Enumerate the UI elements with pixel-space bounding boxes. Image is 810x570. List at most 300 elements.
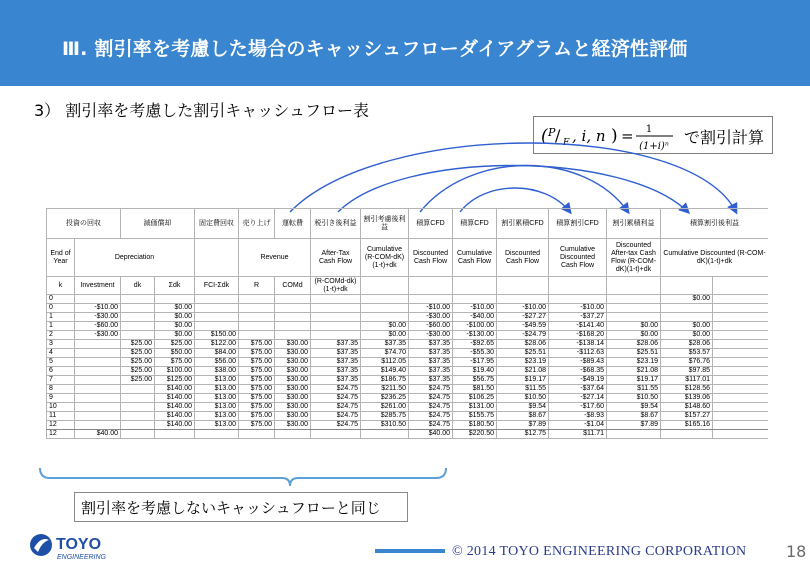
table-cell: $100.00 bbox=[155, 367, 195, 376]
table-cell bbox=[275, 322, 311, 331]
table-cell: $30.00 bbox=[275, 349, 311, 358]
table-cell: $0.00 bbox=[155, 331, 195, 340]
th-sym-formula: (R-COMd-dk)(1-t)+dk bbox=[311, 277, 361, 295]
table-cell: $11.55 bbox=[497, 385, 549, 394]
svg-text:F: F bbox=[563, 138, 570, 148]
table-cell bbox=[239, 295, 275, 304]
table-cell bbox=[155, 430, 195, 439]
svg-text:TOYO: TOYO bbox=[56, 536, 102, 553]
table-row bbox=[47, 367, 769, 376]
table-cell: $165.16 bbox=[661, 421, 713, 430]
table-cell: $11.71 bbox=[549, 430, 607, 439]
table-cell: $140.00 bbox=[155, 421, 195, 430]
table-cell bbox=[713, 403, 769, 412]
table-cell: $0.00 bbox=[661, 322, 713, 331]
table-cell: $140.00 bbox=[155, 385, 195, 394]
table-cell bbox=[311, 304, 361, 313]
table-cell: $28.06 bbox=[607, 340, 661, 349]
table-cell bbox=[239, 304, 275, 313]
table-cell bbox=[713, 430, 769, 439]
table-cell: $76.76 bbox=[661, 358, 713, 367]
table-cell: $30.00 bbox=[275, 385, 311, 394]
table-cell: $122.00 bbox=[195, 340, 239, 349]
table-cell: -$92.65 bbox=[453, 340, 497, 349]
table-cell: $97.85 bbox=[661, 367, 713, 376]
table-cell: $74.70 bbox=[361, 349, 409, 358]
table-cell: $12.75 bbox=[497, 430, 549, 439]
table-cell: -$10.00 bbox=[75, 304, 121, 313]
table-cell bbox=[361, 295, 409, 304]
year-cell: 7 bbox=[47, 376, 75, 385]
table-cell bbox=[121, 313, 155, 322]
th-after-tax-profit: 税引き後利益 bbox=[311, 209, 361, 239]
table-cell bbox=[497, 295, 549, 304]
table-cell bbox=[275, 331, 311, 340]
arrow-profit-to-discounted bbox=[338, 166, 688, 213]
th-discounted-cumulative-profit: 割引累積利益 bbox=[607, 209, 661, 239]
table-cell: $40.00 bbox=[409, 430, 453, 439]
table-cell: $220.50 bbox=[453, 430, 497, 439]
table-cell: $28.06 bbox=[497, 340, 549, 349]
table-row bbox=[47, 322, 769, 331]
table-cell: -$1.04 bbox=[549, 421, 607, 430]
table-cell bbox=[121, 394, 155, 403]
table-cell bbox=[195, 313, 239, 322]
table-cell: $21.08 bbox=[607, 367, 661, 376]
table-cell: $186.75 bbox=[361, 376, 409, 385]
table-cell bbox=[713, 304, 769, 313]
table-cell: $56.00 bbox=[195, 358, 239, 367]
table-cell bbox=[121, 412, 155, 421]
table-cell: $13.00 bbox=[195, 421, 239, 430]
table-cell: $11.55 bbox=[607, 385, 661, 394]
table-cell bbox=[713, 367, 769, 376]
year-cell: 1 bbox=[47, 313, 75, 322]
th-sales: 売り上げ bbox=[239, 209, 275, 239]
table-cell bbox=[195, 430, 239, 439]
table-cell: $285.75 bbox=[361, 412, 409, 421]
table-cell: $81.50 bbox=[453, 385, 497, 394]
th-cumulative-discounted-cash-flow: Cumulative Discounted Cash Flow bbox=[549, 239, 607, 277]
svg-text:P: P bbox=[548, 126, 556, 139]
table-row bbox=[47, 385, 769, 394]
table-cell: $37.35 bbox=[409, 358, 453, 367]
table-cell: -$30.00 bbox=[409, 313, 453, 322]
table-cell: $13.00 bbox=[195, 412, 239, 421]
table-cell: -$30.00 bbox=[75, 331, 121, 340]
table-cell: $310.50 bbox=[361, 421, 409, 430]
year-cell: 0 bbox=[47, 295, 75, 304]
table-cell: $25.51 bbox=[497, 349, 549, 358]
page-title: Ⅲ. 割引率を考慮した場合のキャッシュフローダイアグラムと経済性評価 bbox=[62, 38, 688, 60]
year-cell: 0 bbox=[47, 304, 75, 313]
table-cell bbox=[121, 295, 155, 304]
table-cell: $38.00 bbox=[195, 367, 239, 376]
table-cell: $236.25 bbox=[361, 394, 409, 403]
table-cell: $37.35 bbox=[361, 340, 409, 349]
table-cell: -$168.20 bbox=[549, 331, 607, 340]
th-blank-1 bbox=[195, 239, 239, 277]
table-cell: $0.00 bbox=[607, 331, 661, 340]
table-cell: $37.35 bbox=[409, 367, 453, 376]
th-depreciation-jp: 減価償却 bbox=[121, 209, 195, 239]
table-row bbox=[47, 331, 769, 340]
th-discounted-after-tax: Discounted After-tax Cash Flow (R-COM-dK)(1-t)+dk bbox=[607, 239, 661, 277]
th-fixed-recovery: 固定費回収 bbox=[195, 209, 239, 239]
th-sym-dk: dk bbox=[121, 277, 155, 295]
table-cell: $117.01 bbox=[661, 376, 713, 385]
table-cell bbox=[239, 322, 275, 331]
table-cell: $37.35 bbox=[311, 358, 361, 367]
table-cell: -$49.19 bbox=[549, 376, 607, 385]
table-cell bbox=[661, 304, 713, 313]
table-cell bbox=[713, 331, 769, 340]
table-cell: $0.00 bbox=[155, 322, 195, 331]
discount-formula bbox=[539, 119, 677, 153]
th-revenue: Revenue bbox=[239, 239, 311, 277]
table-cell: $0.00 bbox=[661, 295, 713, 304]
table-cell bbox=[453, 295, 497, 304]
svg-text:/: / bbox=[555, 126, 561, 145]
year-cell: 11 bbox=[47, 412, 75, 421]
table-cell bbox=[75, 295, 121, 304]
table-cell bbox=[311, 331, 361, 340]
table-cell: $149.40 bbox=[361, 367, 409, 376]
th-discounted-cash-flow-b: Discounted Cash Flow bbox=[497, 239, 549, 277]
th-depreciation: Depreciation bbox=[75, 239, 195, 277]
table-cell bbox=[549, 295, 607, 304]
th-investment-recovery: 投資の回収 bbox=[47, 209, 121, 239]
table-cell bbox=[275, 430, 311, 439]
th-discount-profit: 割引考慮後利益 bbox=[361, 209, 409, 239]
table-cell: $140.00 bbox=[155, 403, 195, 412]
table-cell: $24.75 bbox=[409, 421, 453, 430]
table-cell: $155.75 bbox=[453, 412, 497, 421]
table-cell: -$10.00 bbox=[409, 304, 453, 313]
table-cell: $0.00 bbox=[155, 313, 195, 322]
table-cell: $30.00 bbox=[275, 421, 311, 430]
table-cell bbox=[713, 385, 769, 394]
table-cell: -$27.27 bbox=[497, 313, 549, 322]
section-subtitle: 3） 割引率を考慮した割引キャッシュフロー表 bbox=[34, 101, 369, 120]
table-cell bbox=[239, 331, 275, 340]
th-end-of-year: End of Year bbox=[47, 239, 75, 277]
table-cell: $9.54 bbox=[607, 403, 661, 412]
svg-text:): ) bbox=[611, 126, 618, 146]
table-cell: $0.00 bbox=[155, 304, 195, 313]
bracket-brace bbox=[40, 468, 446, 486]
table-cell: $24.75 bbox=[311, 385, 361, 394]
table-cell: $106.25 bbox=[453, 394, 497, 403]
table-cell: $37.35 bbox=[311, 367, 361, 376]
table-cell: $25.00 bbox=[121, 367, 155, 376]
table-row bbox=[47, 430, 769, 439]
table-cell: $25.00 bbox=[155, 340, 195, 349]
th-cumulative-cfd-1: 積算CFD bbox=[409, 209, 453, 239]
year-cell: 6 bbox=[47, 367, 75, 376]
th-sym-comd: COMd bbox=[275, 277, 311, 295]
th-operating-cost: 運転費 bbox=[275, 209, 311, 239]
table-cell: $131.00 bbox=[453, 403, 497, 412]
year-cell: 8 bbox=[47, 385, 75, 394]
table-cell bbox=[275, 304, 311, 313]
table-cell: $75.00 bbox=[239, 340, 275, 349]
table-cell: $37.35 bbox=[311, 340, 361, 349]
toyo-logo bbox=[28, 530, 114, 564]
table-cell bbox=[239, 313, 275, 322]
year-cell: 3 bbox=[47, 340, 75, 349]
arrow-cumulative-to-discounted bbox=[420, 166, 628, 213]
table-cell bbox=[713, 394, 769, 403]
year-cell: 12 bbox=[47, 430, 75, 439]
table-cell: $30.00 bbox=[275, 412, 311, 421]
table-cell bbox=[713, 295, 769, 304]
table-cell bbox=[713, 412, 769, 421]
copyright-text: © 2014 TOYO ENGINEERING CORPORATION bbox=[452, 544, 747, 559]
table-cell bbox=[121, 430, 155, 439]
table-cell bbox=[75, 358, 121, 367]
table-cell: -$60.00 bbox=[75, 322, 121, 331]
table-cell bbox=[121, 385, 155, 394]
table-cell: $24.75 bbox=[311, 403, 361, 412]
table-cell: $30.00 bbox=[275, 358, 311, 367]
table-cell bbox=[75, 412, 121, 421]
table-cell bbox=[121, 304, 155, 313]
year-cell: 10 bbox=[47, 403, 75, 412]
table-cell bbox=[607, 304, 661, 313]
table-row bbox=[47, 304, 769, 313]
table-cell: $19.17 bbox=[607, 376, 661, 385]
table-cell: $24.75 bbox=[311, 412, 361, 421]
table-cell bbox=[75, 349, 121, 358]
year-cell: 5 bbox=[47, 358, 75, 367]
table-cell: $24.75 bbox=[409, 412, 453, 421]
th-sym-k: k bbox=[47, 277, 75, 295]
table-cell: $112.05 bbox=[361, 358, 409, 367]
table-cell: $56.75 bbox=[453, 376, 497, 385]
table-cell bbox=[713, 313, 769, 322]
year-cell: 1 bbox=[47, 322, 75, 331]
table-cell bbox=[607, 313, 661, 322]
table-cell: $157.27 bbox=[661, 412, 713, 421]
table-cell: $13.00 bbox=[195, 385, 239, 394]
svg-text:, i, n: , i, n bbox=[572, 127, 606, 145]
table-cell: $30.00 bbox=[275, 340, 311, 349]
table-cell: $75.00 bbox=[239, 385, 275, 394]
table-cell: $125.00 bbox=[155, 376, 195, 385]
header-banner bbox=[0, 0, 810, 86]
table-cell bbox=[713, 376, 769, 385]
table-row bbox=[47, 394, 769, 403]
table-cell: -$60.00 bbox=[409, 322, 453, 331]
th-discounted-cumulative-cfd: 割引累積CFD bbox=[497, 209, 549, 239]
table-cell bbox=[195, 304, 239, 313]
table-cell: -$40.00 bbox=[453, 313, 497, 322]
table-cell bbox=[195, 295, 239, 304]
table-cell: $75.00 bbox=[155, 358, 195, 367]
th-discounted-cash-flow-a: Discounted Cash Flow bbox=[409, 239, 453, 277]
table-cell: $75.00 bbox=[239, 412, 275, 421]
table-row bbox=[47, 412, 769, 421]
table-cell: $50.00 bbox=[155, 349, 195, 358]
table-cell: -$37.27 bbox=[549, 313, 607, 322]
table-cell: $23.19 bbox=[497, 358, 549, 367]
table-cell: $13.00 bbox=[195, 376, 239, 385]
table-cell: -$37.64 bbox=[549, 385, 607, 394]
table-cell: $37.35 bbox=[311, 349, 361, 358]
table-cell: $75.00 bbox=[239, 376, 275, 385]
table-cell bbox=[75, 340, 121, 349]
table-cell: $19.40 bbox=[453, 367, 497, 376]
table-cell bbox=[661, 430, 713, 439]
table-row bbox=[47, 295, 769, 304]
table-cell: $10.50 bbox=[497, 394, 549, 403]
table-cell bbox=[311, 322, 361, 331]
table-cell bbox=[607, 430, 661, 439]
table-cell: $23.19 bbox=[607, 358, 661, 367]
table-cell bbox=[75, 403, 121, 412]
table-cell bbox=[121, 322, 155, 331]
th-sym-r: R bbox=[239, 277, 275, 295]
table-cell: $21.08 bbox=[497, 367, 549, 376]
table-row bbox=[47, 313, 769, 322]
th-sym-sum-dk: Σdk bbox=[155, 277, 195, 295]
table-cell: $10.50 bbox=[607, 394, 661, 403]
table-cell bbox=[275, 295, 311, 304]
table-cell: $24.75 bbox=[311, 394, 361, 403]
svg-text:ENGINEERING: ENGINEERING bbox=[57, 554, 107, 561]
table-cell: -$10.00 bbox=[453, 304, 497, 313]
table-cell: -$89.43 bbox=[549, 358, 607, 367]
discount-formula-box bbox=[533, 116, 773, 154]
table-cell: -$17.60 bbox=[549, 403, 607, 412]
table-cell: $37.35 bbox=[409, 349, 453, 358]
table-cell: -$68.35 bbox=[549, 367, 607, 376]
table-cell bbox=[75, 376, 121, 385]
table-cell: $75.00 bbox=[239, 367, 275, 376]
year-cell: 4 bbox=[47, 349, 75, 358]
table-cell bbox=[361, 430, 409, 439]
discounted-cashflow-table-wrap bbox=[46, 208, 768, 464]
table-cell: $37.35 bbox=[311, 376, 361, 385]
note-same-as-undiscounted: 割引率を考慮しないキャッシュフローと同じ bbox=[74, 492, 408, 522]
table-cell: -$30.00 bbox=[409, 331, 453, 340]
table-cell bbox=[361, 304, 409, 313]
th-after-tax-cash-flow: After-Tax Cash Flow bbox=[311, 239, 361, 277]
table-cell bbox=[155, 295, 195, 304]
table-cell bbox=[713, 358, 769, 367]
table-cell: -$10.00 bbox=[497, 304, 549, 313]
table-cell: -$100.00 bbox=[453, 322, 497, 331]
year-cell: 12 bbox=[47, 421, 75, 430]
table-cell bbox=[75, 421, 121, 430]
table-cell: $24.75 bbox=[409, 403, 453, 412]
table-cell: $139.06 bbox=[661, 394, 713, 403]
table-cell: $0.00 bbox=[361, 331, 409, 340]
discounted-cashflow-table bbox=[46, 208, 768, 439]
table-cell bbox=[121, 421, 155, 430]
table-cell bbox=[713, 340, 769, 349]
formula-caption: で割引計算 bbox=[684, 128, 765, 147]
table-cell: $128.56 bbox=[661, 385, 713, 394]
table-cell bbox=[713, 421, 769, 430]
table-cell bbox=[121, 331, 155, 340]
table-cell bbox=[121, 403, 155, 412]
th-sym-fci: FCI-Σdk bbox=[195, 277, 239, 295]
table-cell: $13.00 bbox=[195, 403, 239, 412]
table-cell: -$141.40 bbox=[549, 322, 607, 331]
table-cell: $75.00 bbox=[239, 421, 275, 430]
table-cell bbox=[75, 385, 121, 394]
th-cumulative-rcom: Cumulative (R-COM-dK)(1-t)+dk bbox=[361, 239, 409, 277]
table-cell: -$8.93 bbox=[549, 412, 607, 421]
table-row bbox=[47, 421, 769, 430]
table-cell bbox=[239, 430, 275, 439]
table-cell: $28.06 bbox=[661, 340, 713, 349]
table-cell bbox=[311, 313, 361, 322]
table-cell: $140.00 bbox=[155, 412, 195, 421]
table-cell: $0.00 bbox=[607, 322, 661, 331]
table-cell: $75.00 bbox=[239, 358, 275, 367]
table-cell bbox=[409, 295, 453, 304]
table-cell: -$30.00 bbox=[75, 313, 121, 322]
footer-accent-bar bbox=[375, 549, 445, 553]
table-row bbox=[47, 403, 769, 412]
table-cell: $24.75 bbox=[409, 385, 453, 394]
table-cell bbox=[195, 322, 239, 331]
table-cell: -$27.14 bbox=[549, 394, 607, 403]
table-cell: $0.00 bbox=[361, 322, 409, 331]
table-cell: $180.50 bbox=[453, 421, 497, 430]
table-cell: $30.00 bbox=[275, 403, 311, 412]
table-cell bbox=[713, 322, 769, 331]
table-cell: $84.00 bbox=[195, 349, 239, 358]
table-cell: $211.50 bbox=[361, 385, 409, 394]
table-cell: -$49.59 bbox=[497, 322, 549, 331]
svg-text:1: 1 bbox=[645, 124, 653, 135]
year-cell: 2 bbox=[47, 331, 75, 340]
table-cell: $30.00 bbox=[275, 394, 311, 403]
table-cell: $0.00 bbox=[661, 331, 713, 340]
th-cumulative-discounted-rcom: Cumulative Discounted (R-COM-dK)(1-t)+dk bbox=[661, 239, 769, 277]
table-cell: $25.00 bbox=[121, 349, 155, 358]
svg-text:(1+i)ⁿ: (1+i)ⁿ bbox=[639, 141, 669, 152]
table-row bbox=[47, 349, 769, 358]
table-cell: $75.00 bbox=[239, 403, 275, 412]
table-row bbox=[47, 376, 769, 385]
table-cell: $75.00 bbox=[239, 349, 275, 358]
table-cell: $140.00 bbox=[155, 394, 195, 403]
page-number: 18 bbox=[786, 542, 807, 561]
table-cell: $9.54 bbox=[497, 403, 549, 412]
table-cell: $148.60 bbox=[661, 403, 713, 412]
year-cell: 9 bbox=[47, 394, 75, 403]
table-cell: $150.00 bbox=[195, 331, 239, 340]
th-sym-investment: Investment bbox=[75, 277, 121, 295]
table-cell: $25.51 bbox=[607, 349, 661, 358]
table-cell: $24.75 bbox=[409, 394, 453, 403]
th-cumulative-discounted-cfd: 積算割引CFD bbox=[549, 209, 607, 239]
table-cell: -$112.63 bbox=[549, 349, 607, 358]
table-cell bbox=[275, 313, 311, 322]
table-cell: -$55.30 bbox=[453, 349, 497, 358]
table-row bbox=[47, 340, 769, 349]
table-cell: -$130.00 bbox=[453, 331, 497, 340]
table-cell: $40.00 bbox=[75, 430, 121, 439]
table-cell bbox=[361, 313, 409, 322]
table-cell: -$138.14 bbox=[549, 340, 607, 349]
th-cumulative-cash-flow: Cumulative Cash Flow bbox=[453, 239, 497, 277]
